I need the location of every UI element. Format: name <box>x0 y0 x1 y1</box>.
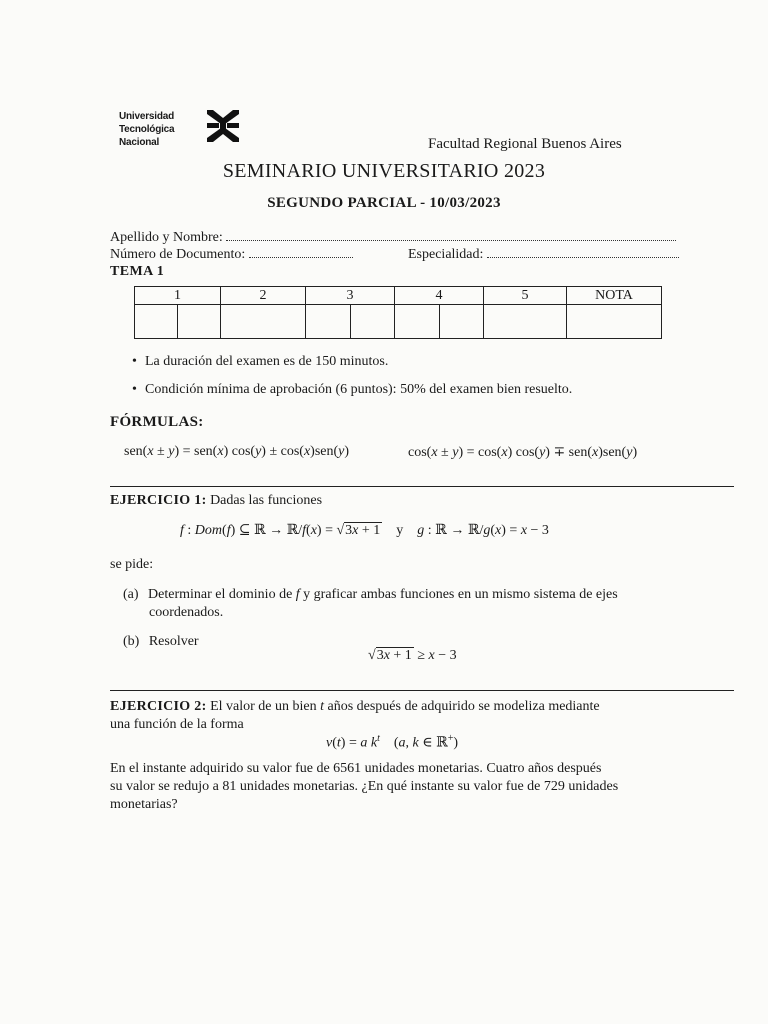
grade-cell[interactable] <box>484 305 567 339</box>
exercise-1a: (a) Determinar el dominio de f y graficar ambas funciones en un mismo sistema de ejes <box>123 587 618 602</box>
exercise-2-paragraph-1: En el instante adquirido su valor fue de 6561 unidades monetarias. Cuatro años después <box>110 761 602 776</box>
grade-col-5: 5 <box>484 287 567 305</box>
item-b-marker: (b) <box>123 634 140 649</box>
inequality-formula: √3x + 1 ≥ x − 3 <box>368 648 457 663</box>
exercise-1b <box>123 633 199 651</box>
exercise-2-label: EJERCICIO 2: <box>110 699 207 714</box>
grade-cell[interactable] <box>440 305 484 339</box>
page-title: SEMINARIO UNIVERSITARIO 2023 <box>222 160 546 182</box>
item-a-marker: (a) <box>123 587 139 602</box>
specialty-field <box>408 246 679 263</box>
instruction-item <box>134 382 572 398</box>
item-a-text: Determinar el dominio de <box>148 587 293 602</box>
item-a-line2: coordenados. <box>149 605 224 620</box>
function-f-definition: f : Dom(f) ⊆ ℝ → ℝ/f(x) = √3x + 1 y g : ℝ → ℝ/g(x) = x − 3 <box>180 523 549 538</box>
grade-cell[interactable] <box>306 305 351 339</box>
exercise-2-text: El valor de un bien <box>210 699 317 714</box>
university-line-1: Universidad <box>119 111 175 122</box>
exercise-2-line2: una función de la forma <box>110 717 244 732</box>
grade-table-body <box>135 305 662 339</box>
grade-cell-nota[interactable] <box>567 305 662 339</box>
university-line-2: Tecnológica <box>119 124 175 135</box>
document-blank[interactable] <box>249 246 353 258</box>
name-label: Apellido y Nombre: <box>110 230 223 245</box>
exercise-1-intro-text: Dadas las funciones <box>210 493 323 508</box>
university-name <box>119 110 174 149</box>
document-field <box>110 246 353 263</box>
faculty-name: Facultad Regional Buenos Aires <box>428 136 622 152</box>
university-line-3: Nacional <box>119 137 160 148</box>
divider <box>110 486 734 487</box>
grade-cell[interactable] <box>351 305 395 339</box>
item-a-text-cont: y graficar ambas funciones en un mismo sistema de ejes <box>303 587 618 602</box>
se-pide-label: se pide: <box>110 557 154 572</box>
divider <box>110 690 734 691</box>
specialty-blank[interactable] <box>487 246 679 258</box>
exercise-2-paragraph-3: monetarias? <box>110 797 178 812</box>
item-b-text: Resolver <box>148 634 199 649</box>
grade-cell[interactable] <box>221 305 306 339</box>
grade-cell[interactable] <box>178 305 221 339</box>
formulas-heading: FÓRMULAS: <box>110 414 204 430</box>
name-blank[interactable] <box>226 229 676 241</box>
utn-logo-icon <box>205 108 241 144</box>
name-field <box>110 229 676 246</box>
value-formula: v(t) = a $k^t$ (a, k ∈ ℝ+) <box>326 733 459 751</box>
document-label: Número de Documento: <box>110 247 246 262</box>
grade-col-nota: NOTA <box>567 287 662 305</box>
grade-cell[interactable] <box>395 305 440 339</box>
grade-col-1: 1 <box>135 287 221 305</box>
grade-table <box>134 286 662 339</box>
exercise-1-label: EJERCICIO 1: <box>110 493 207 508</box>
exercise-2-text-cont: años después de adquirido se modeliza mediante <box>327 699 600 714</box>
grade-col-3: 3 <box>306 287 395 305</box>
instruction-text: Condición mínima de aprobación (6 puntos): 50% del examen bien resuelto. <box>145 382 573 397</box>
grade-col-4: 4 <box>395 287 484 305</box>
exam-subtitle: SEGUNDO PARCIAL - 10/03/2023 <box>267 195 501 211</box>
formula-cos-sum: cos(x ± y) = cos(x) cos(y) ∓ sen(x)sen(y) <box>408 445 638 460</box>
instruction-text: La duración del examen es de 150 minutos. <box>145 354 389 369</box>
grade-col-2: 2 <box>221 287 306 305</box>
instruction-item <box>134 354 388 370</box>
specialty-label: Especialidad: <box>408 247 484 262</box>
exercise-1-intro <box>110 492 322 510</box>
exercise-2-line1: EJERCICIO 2: El valor de un bien t años después de adquirido se modeliza mediante <box>110 699 600 714</box>
exercise-2-paragraph-2: su valor se redujo a 81 unidades monetarias. ¿En qué instante su valor fue de 729 unidades <box>110 779 619 794</box>
grade-cell[interactable] <box>135 305 178 339</box>
tema-label: TEMA 1 <box>110 264 165 279</box>
grade-table-header <box>135 287 662 305</box>
formula-sin-sum: sen(x ± y) = sen(x) cos(y) ± cos(x)sen(y) <box>124 444 350 459</box>
